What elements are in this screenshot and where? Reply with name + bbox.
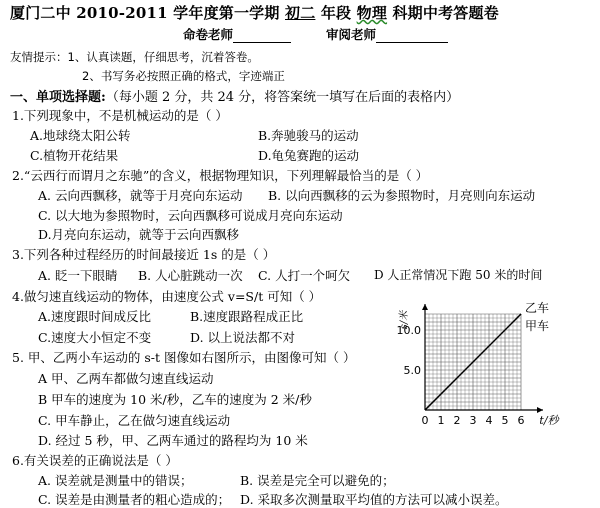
section-heading: [10, 86, 459, 105]
question-3-option-b: B. 人心脏跳动一次: [138, 268, 243, 283]
question-5-option-d: D. 经过 5 秒，甲、乙两车通过的路程均为 10 米: [38, 433, 308, 448]
question-5-option-c: C. 甲车静止，乙在做匀速直线运动: [38, 413, 231, 428]
question-2-option-d: D.月亮向东运动，就等于云向西飘移: [38, 227, 240, 242]
question-3-option-c: C. 人打一个呵欠: [258, 268, 351, 283]
question-4-option-c: C.速度大小恒定不变: [38, 330, 152, 345]
question-2-option-c: C. 以大地为参照物时，云向西飘移可说成月亮向东运动: [38, 208, 343, 223]
author-teacher: [183, 25, 291, 43]
chart-labels: [398, 301, 561, 427]
title-subject: 物理: [356, 4, 388, 22]
x-tick-label: 6: [517, 414, 525, 427]
question-1-option-d: D.龟兔赛跑的运动: [258, 148, 360, 163]
x-tick-label: 2: [453, 414, 461, 427]
y-tick-label: 5.0: [403, 364, 421, 377]
question-5-stem: 5. 甲、乙两小车运动的 s-t 图像如右图所示，由图像可知（ ）: [12, 350, 356, 365]
title-school: 厦门二中 2010-2011 学年度第一学期: [10, 4, 285, 22]
x-tick-label: 5: [501, 414, 509, 427]
question-5-option-b: B 甲车的速度为 10 米/秒，乙车的速度为 2 米/秒: [38, 392, 312, 407]
question-6-option-b: B. 误差是完全可以避免的；: [240, 473, 395, 488]
title-mid2: 科期中考答题卷: [387, 4, 499, 22]
question-2-option-b: B. 以向西飘移的云为参照物时，月亮则向东运动: [268, 188, 536, 203]
x-tick-label: 0: [421, 414, 429, 427]
question-4-option-a: A.速度跟时间成反比: [38, 309, 152, 324]
series-label: 甲车: [525, 319, 550, 333]
tip-line-1: 友情提示：1、认真读题，仔细思考，沉着答卷。: [10, 50, 259, 64]
question-1-stem: 1.下列现象中，不是机械运动的是（ ）: [12, 108, 228, 123]
x-axis-label: t/秒: [539, 414, 559, 427]
question-1-option-c: C.植物开花结果: [30, 148, 119, 163]
question-3-option-d: D 人正常情况下跑 50 米的时间: [374, 268, 543, 282]
question-3-stem: 3.下列各种过程经历的时间最接近 1s 的是（ ）: [12, 247, 276, 262]
title-mid1: 年段: [315, 4, 357, 22]
author-blank: [233, 30, 291, 43]
question-3-option-a: A. 眨一下眼睛: [38, 268, 118, 283]
reviewer-blank: [376, 30, 448, 43]
y-axis-arrow: [422, 304, 428, 310]
tip-line-2: 2、书写务必按照正确的格式，字迹端正: [82, 69, 285, 83]
y-axis-label: s/米: [399, 310, 410, 330]
question-1-option-a: A.地球绕太阳公转: [30, 128, 131, 143]
y-tick-label: 10.0: [396, 324, 421, 337]
question-6-option-a: A. 误差就是测量中的错误；: [38, 473, 193, 488]
question-1-option-b: B.奔驰骏马的运动: [258, 128, 359, 143]
section-note: （每小题 2 分，共 24 分，将答案统一填写在后面的表格内）: [105, 90, 460, 105]
question-6-option-c: C. 误差是由测量者的粗心造成的；: [38, 492, 231, 507]
series-label: 乙车: [525, 301, 550, 315]
question-4-stem: 4.做匀速直线运动的物体，由速度公式 v=S/t 可知（ ）: [12, 289, 322, 304]
question-2-stem: 2.“云西行而谓月之东驰”的含义，根据物理知识，下列理解最恰当的是（ ）: [12, 168, 429, 183]
question-4-option-d: D. 以上说法都不对: [190, 330, 296, 345]
reviewer-label: 审阅老师: [326, 27, 377, 42]
st-chart: [383, 301, 559, 432]
x-tick-label: 3: [469, 414, 477, 427]
question-4-option-b: B.速度跟路程成正比: [190, 309, 304, 324]
question-6-stem: 6.有关误差的正确说法是（ ）: [12, 453, 178, 468]
x-tick-label: 1: [437, 414, 445, 427]
section-title: 一、单项选择题:: [10, 90, 106, 105]
x-axis-arrow: [537, 407, 543, 413]
question-6-option-d: D. 采取多次测量取平均值的方法可以减小误差。: [240, 492, 508, 507]
reviewer-teacher: [326, 25, 448, 43]
title-grade: 初二: [285, 4, 316, 22]
question-2-option-a: A. 云向西飘移，就等于月亮向东运动: [38, 188, 243, 203]
x-tick-label: 4: [485, 414, 493, 427]
exam-title: [10, 2, 499, 23]
author-label: 命卷老师: [183, 27, 234, 42]
question-5-option-a: A 甲、乙两车都做匀速直线运动: [38, 371, 214, 386]
